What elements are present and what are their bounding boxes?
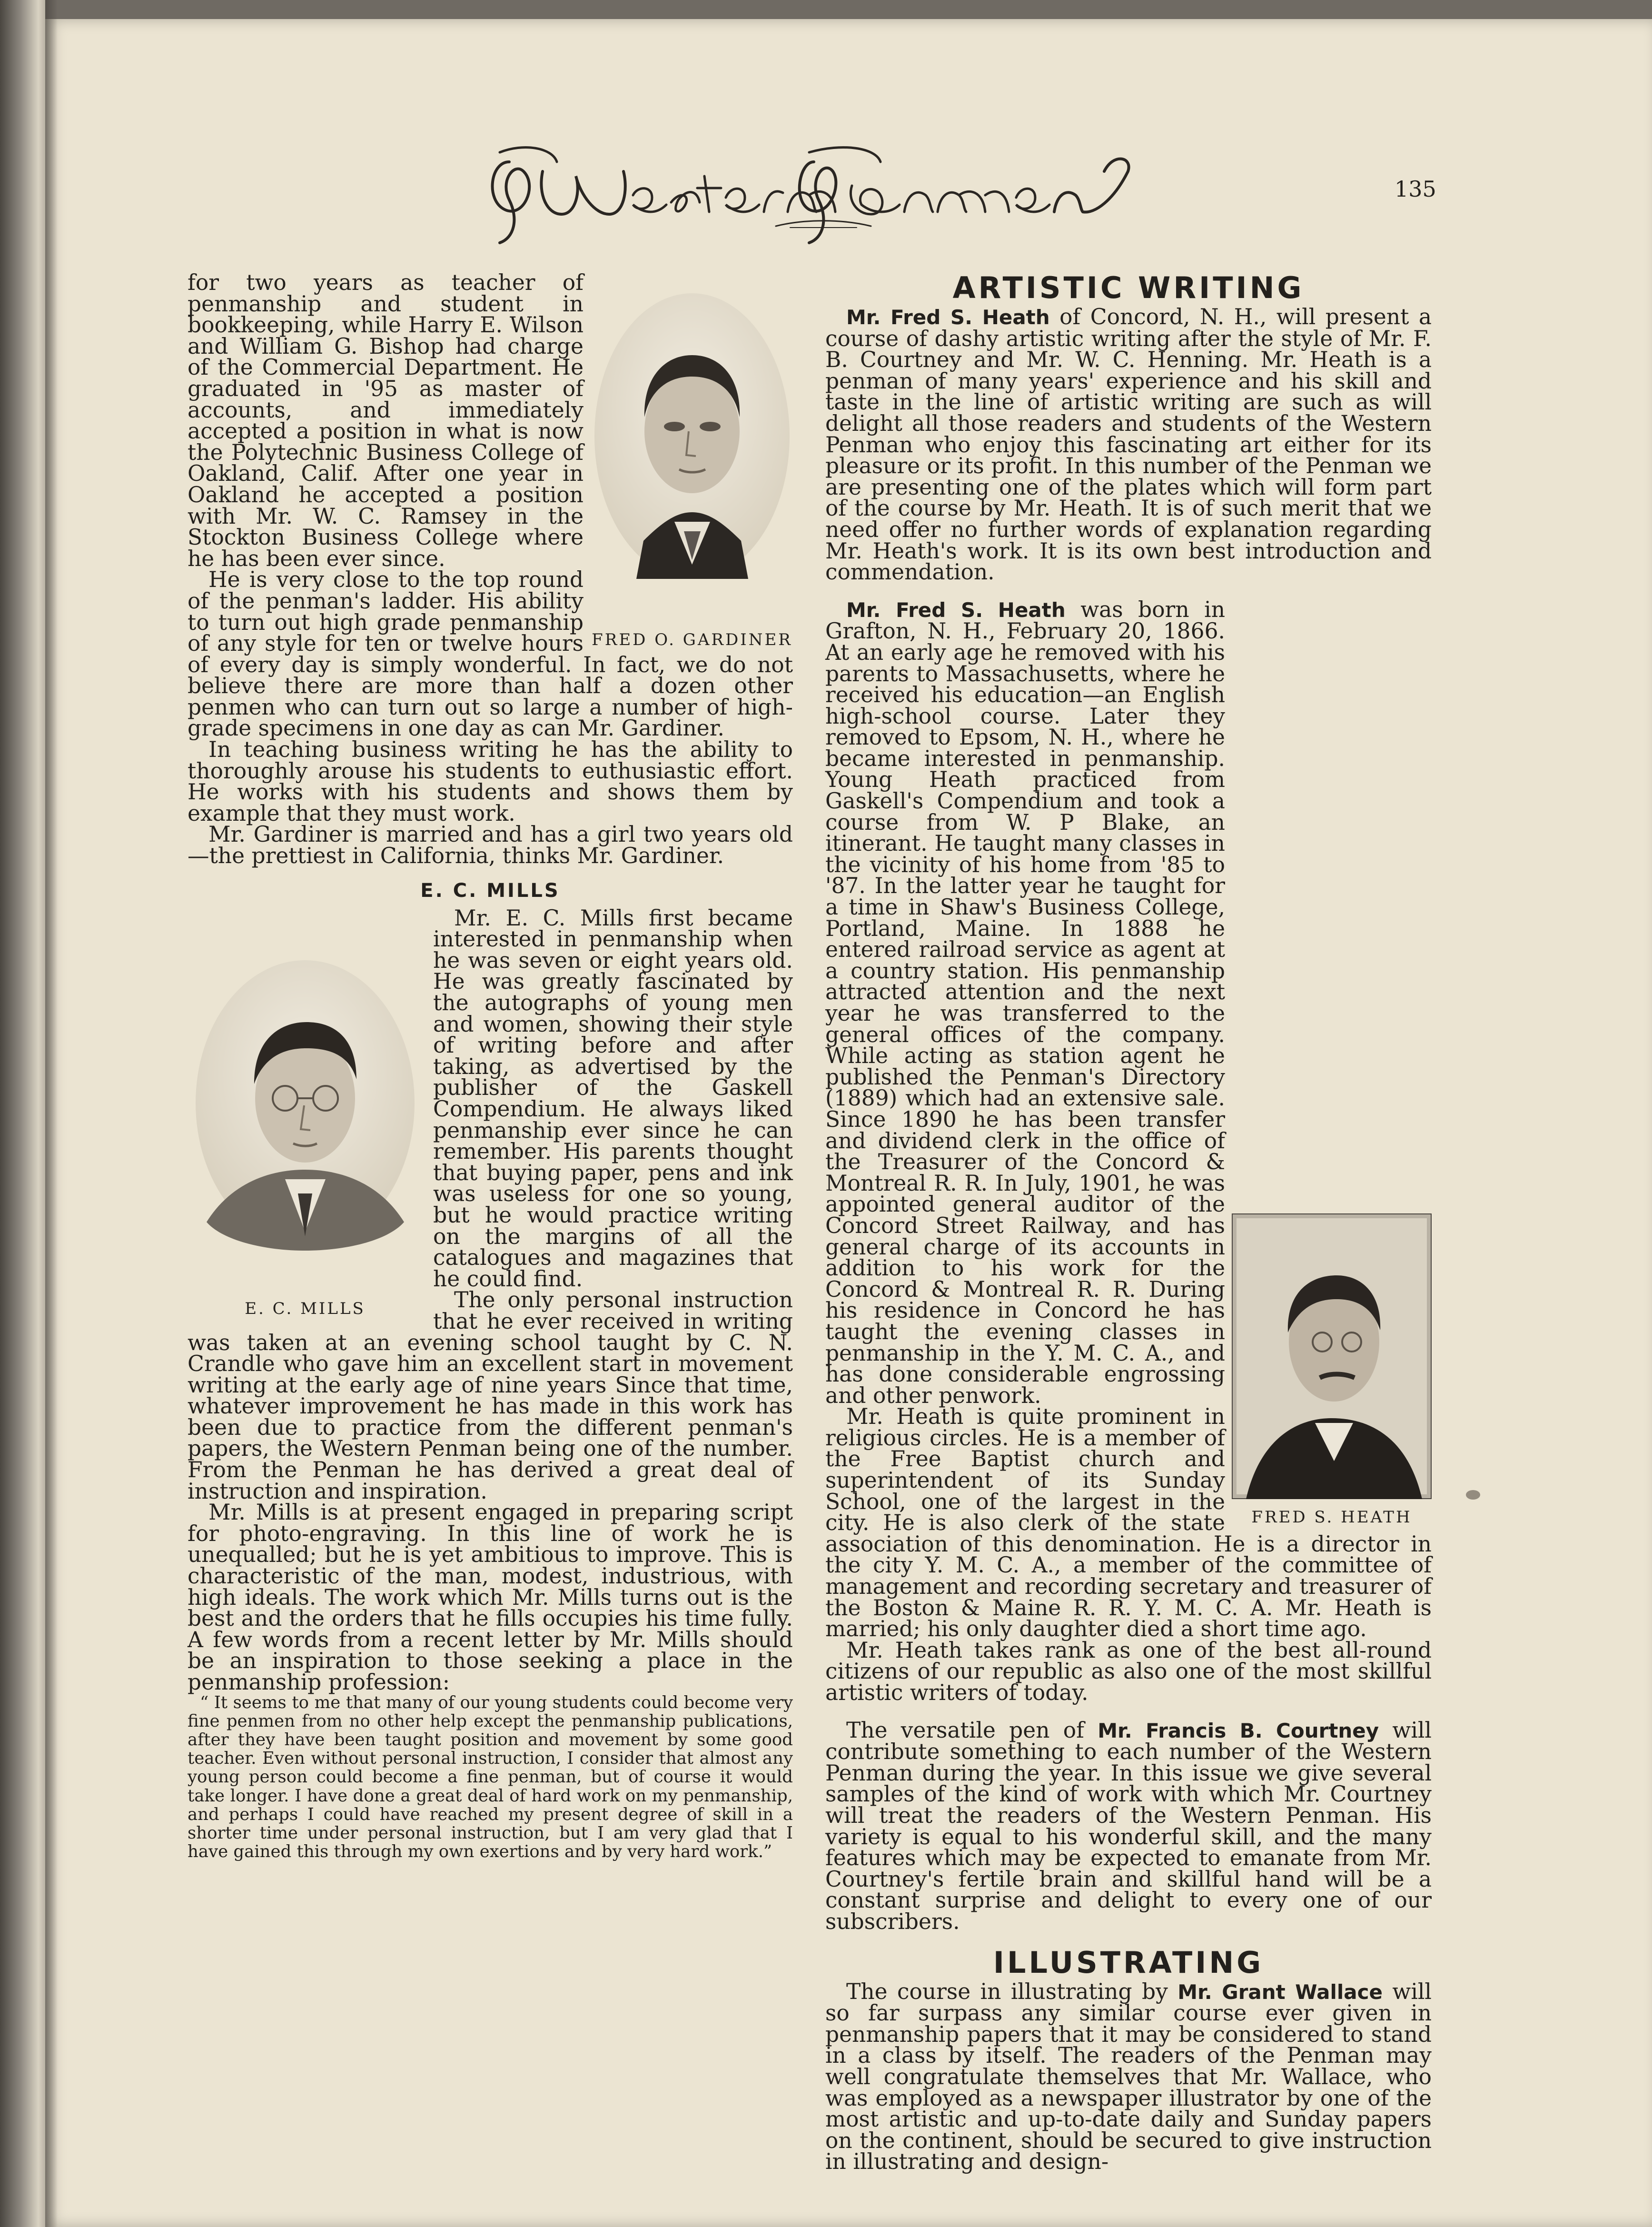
- courtney-paragraph: [825, 1717, 1432, 1934]
- heath-name-bold: Mr. Fred S. Heath: [846, 306, 1050, 329]
- mills-heading: E. C. MILLS: [420, 879, 560, 902]
- heath-paragraph-3: Mr. Heath is quite prominent in religious circles. He is a member of the Free Baptist church and superintendent of its Sunday School, one of the largest in the city. He is also clerk of the state association of this denomination. He is a director in the city Y. M. C. A., a member of the committee of management and recording secretary and treasurer of the Boston & Maine R. R. Y. M. C. A. Mr. Heath is married; his only daughter died a short time ago.: [825, 1404, 1432, 1642]
- heath-paragraph-2-text: was born in Grafton, N. H., February 20, 1866. At an early age he removed with his parents to Massachusetts, where he received his education—an English high-school course. Later they removed to Epsom, N. H., where he became interested in penmanship. Young Heath practiced from Gaskell's Compendium and took a course from W. P Blake, an itinerant. He taught many classes in the vicinity of his home from '85 to '87. In the latter year he taught for a time in Shaw's Business College, Portland, Maine. In 1888 he entered railroad service as agent at a country station. His penmanship attracted attention and the next year he was transferred to the general offices of the company. While acting as station agent he published the Penman's Directory (1889) which had an extensive sale. Since 1890 he has been transfer and dividend clerk in the office of the Treasurer of the Concord & Montreal R. R. In July, 1901, he was appointed general auditor of the Concord Street Railway, and has general charge of its accounts in addition to his work for the Concord & Montreal R. R. During his residence in Concord he has taught the evening classes in penmanship in the Y. M. C. A., and has done considerable engrossing and other penwork.: [825, 597, 1225, 1408]
- artistic-writing-heading: ARTISTIC WRITING: [952, 270, 1305, 305]
- heath-paragraph-4: Mr. Heath takes rank as one of the best all-round citizens of our republic as also one of the most skillful artistic writers of today.: [825, 1637, 1432, 1705]
- heath-name-bold-2: Mr. Fred S. Heath: [846, 598, 1066, 622]
- page-gutter-shadow: [45, 0, 58, 2227]
- ink-spot: [1466, 1490, 1480, 1500]
- courtney-paragraph-text: will contribute something to each number of the Western Penman during the year. In this issue we give several samples of the kind of work with which Mr. Courtney will treat the readers of the Western Penman. His variety is equal to his wonderful skill, and the many features which may be expected to emanate from Mr. Courtney's fertile brain and skillful hand will be a constant surprise and delight to every one of our subscribers.: [825, 1717, 1432, 1934]
- mills-caption: E. C. MILLS: [245, 1299, 366, 1318]
- fred-heath-portrait: [1232, 1213, 1432, 1499]
- mills-paragraph-3: Mr. Mills is at present engaged in preparing script for photo-engraving. In this line of work he is unequalled; but he is yet ambitious to improve. This is characteristic of the man, modest, industrious, with high ideals. The work which Mr. Mills turns out is the best and the orders that he fills occupies his time fully. A few words from a recent letter by Mr. Mills should be an inspiration to those seeking a place in the penmanship profession:: [188, 1500, 793, 1695]
- mills-paragraph-1: Mr. E. C. Mills first became interested in penmanship when he was seven or eight years old. He was greatly fascinated by the autographs of young men and women, showing their style of writing before and after taking, as advertised by the publisher of the Gaskell Compendium. He always liked penmanship ever since he can remember. His parents thought that buying paper, pens and ink was useless for one so young, but he would practice writing on the margins of all the catalogues and magazines that he could find.: [433, 905, 793, 1292]
- left-column: [188, 272, 793, 1861]
- gardiner-caption: FRED O. GARDINER: [592, 630, 792, 649]
- courtney-lead-text: The versatile pen of: [846, 1717, 1098, 1743]
- gardiner-paragraph-2: He is very close to the top round of the penman's ladder. His ability to turn out high grade penmanship of any style for ten or twelve hours of every day is simply wonderful. In fact, we do not believe there are more than half a dozen other penmen who can turn out so large a number of high-grade specimens in one day as can Mr. Gardiner.: [188, 567, 793, 741]
- intro-paragraph: for two years as teacher of penmanship and student in bookkeeping, while Harry E. Wilson and William G. Bishop had charge of the Commercial Department. He graduated in '95 as master of accounts, and immediately accepted a position in what is now the Polytechnic Business College of Oakland, Calif. After one year in Oakland he accepted a position with Mr. W. C. Ramsey in the Stockton Business College where he has been ever since.: [188, 270, 584, 571]
- illustrating-heading: ILLUSTRATING: [993, 1945, 1264, 1980]
- ec-mills-portrait: [188, 955, 423, 1289]
- courtney-name-bold: Mr. Francis B. Courtney: [1098, 1719, 1379, 1742]
- western-penman-masthead-logo: [481, 143, 1138, 252]
- left-page-edge: [0, 0, 45, 2227]
- wallace-paragraph: [825, 1978, 1432, 2175]
- fred-gardiner-portrait: [591, 274, 793, 622]
- wallace-name-bold: Mr. Grant Wallace: [1177, 1980, 1383, 2004]
- mills-quote: “ It seems to me that many of our young students could become very fine penmen from no other help except the penmanship publications, after they have been taught position and movement by some good teacher. Even without personal instruction, I consider that almost any young person could become a fine penman, but of course it would take longer. I have done a great deal of hard work on my penmanship, and perhaps I could have reached my present degree of skill in a shorter time under personal instruction, but I am very glad that I have gained this through my own exertions and by very hard work.”: [188, 1692, 793, 1862]
- gardiner-paragraph-3: In teaching business writing he has the ability to thoroughly arouse his students to euthusiastic effort. He works with his students and shows them by example that they must work.: [188, 737, 793, 826]
- wallace-paragraph-text: will so far surpass any similar course ever given in penmanship papers that it may be considered to stand in a class by itself. The readers of the Penman may well congratulate themselves that Mr. Wallace, who was employed as a newspaper illustrator by one of the most artistic and up-to-date daily and Sunday papers on the continent, should be secured to give instruction in illustrating and design-: [825, 1978, 1432, 2175]
- gardiner-figure: [591, 274, 793, 649]
- heath-figure: [1232, 1213, 1432, 1527]
- wallace-lead-text: The course in illustrating by: [846, 1978, 1178, 2004]
- mills-figure: [188, 955, 423, 1318]
- page-number: 135: [1395, 176, 1436, 202]
- mills-paragraph-2: The only personal instruction that he ever received in writing was taken at an evening school taught by C. N. Crandle who gave him an excellent start in movement writing at the early age of nine years Since that time, whatever improvement he has made in this work has been due to practice from the different penman's papers, the Western Penman being one of the number. From the Penman he has derived a great deal of instruction and inspiration.: [188, 1287, 793, 1504]
- artistic-paragraph-1-text: of Concord, N. H., will present a course of dashy artistic writing after the style of Mr. F. B. Courtney and Mr. W. C. Henning. Mr. Heath is a penman of many years' experience and his skill and taste in the line of artistic writing are such as will delight all those readers and students of the Western Penman who enjoy this fascinating art either for its pleasure or its profit. In this number of the Penman we are presenting one of the plates which will form part of the course by Mr. Heath. It is of such merit that we need offer no further words of explanation regarding Mr. Heath's work. It is its own best introduction and commendation.: [825, 304, 1432, 585]
- artistic-paragraph-1: [825, 304, 1432, 585]
- heath-caption: FRED S. HEATH: [1251, 1507, 1412, 1527]
- gardiner-paragraph-4: Mr. Gardiner is married and has a girl two years old—the prettiest in California, thinks Mr. Gardiner.: [188, 822, 793, 869]
- right-column: [825, 272, 1432, 2173]
